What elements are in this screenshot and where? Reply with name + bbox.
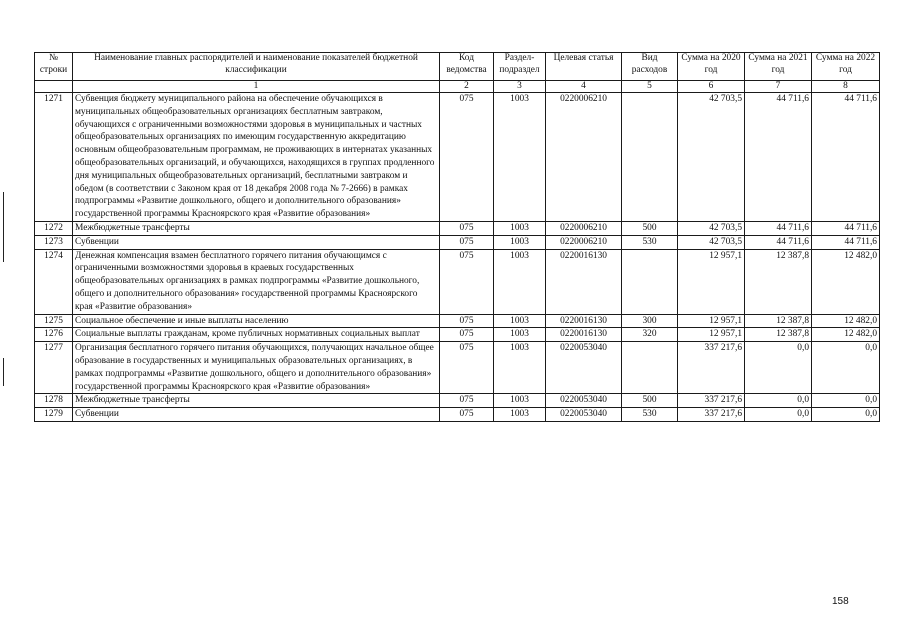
table-row <box>35 235 880 249</box>
section-code: 1003 <box>494 249 546 314</box>
sum-2020: 12 957,1 <box>678 314 745 328</box>
header-expense-type: Вид расходов <box>622 53 678 81</box>
ministry-code: 075 <box>440 235 494 249</box>
section-code: 1003 <box>494 235 546 249</box>
header-ministry-code: Код ведомства <box>440 53 494 81</box>
ministry-code: 075 <box>440 221 494 235</box>
target-item: 0220053040 <box>546 408 622 422</box>
expense-type: 530 <box>622 235 678 249</box>
section-code: 1003 <box>494 93 546 222</box>
row-name: Организация бесплатного горячего питания обучающихся, получающих начальное общее образование в государственных и муниципальных образовательных организациях, в рамках подпрограммы «Развитие дошкольного, общего и дополнительного образования» государственной программы Красноярского края «Развитие образования» <box>73 342 440 394</box>
expense-type: 500 <box>622 394 678 408</box>
section-code: 1003 <box>494 408 546 422</box>
sum-2021: 12 387,8 <box>745 314 812 328</box>
sum-2020: 12 957,1 <box>678 249 745 314</box>
row-number: 1272 <box>35 221 73 235</box>
header-sum-2022: Сумма на 2022 год <box>812 53 880 81</box>
section-code: 1003 <box>494 221 546 235</box>
expense-type <box>622 342 678 394</box>
column-number: 2 <box>440 81 494 93</box>
expense-type <box>622 249 678 314</box>
expense-type: 530 <box>622 408 678 422</box>
sum-2022: 12 482,0 <box>812 249 880 314</box>
section-code: 1003 <box>494 314 546 328</box>
sum-2020: 337 217,6 <box>678 394 745 408</box>
expense-type <box>622 93 678 222</box>
column-number: 4 <box>546 81 622 93</box>
row-number: 1271 <box>35 93 73 222</box>
sum-2021: 0,0 <box>745 408 812 422</box>
row-name: Денежная компенсация взамен бесплатного горячего питания обучающимся с ограниченными возможностями здоровья в краевых государственных общеобразовательных организациях в рамках подпрограммы «Развитие дошкольного, общего и дополнительного образования» государственной программы Красноярского края «Развитие образования» <box>73 249 440 314</box>
row-name: Социальное обеспечение и иные выплаты населению <box>73 314 440 328</box>
margin-mark <box>3 192 4 262</box>
section-code: 1003 <box>494 342 546 394</box>
ministry-code: 075 <box>440 328 494 342</box>
ministry-code: 075 <box>440 249 494 314</box>
header-sum-2021: Сумма на 2021 год <box>745 53 812 81</box>
row-number: 1273 <box>35 235 73 249</box>
sum-2020: 12 957,1 <box>678 328 745 342</box>
table-header-row <box>35 53 880 81</box>
ministry-code: 075 <box>440 93 494 222</box>
target-item: 0220006210 <box>546 221 622 235</box>
column-number: 3 <box>494 81 546 93</box>
sum-2020: 337 217,6 <box>678 408 745 422</box>
sum-2021: 0,0 <box>745 342 812 394</box>
row-number: 1276 <box>35 328 73 342</box>
sum-2021: 44 711,6 <box>745 235 812 249</box>
sum-2020: 42 703,5 <box>678 93 745 222</box>
table-row <box>35 328 880 342</box>
budget-table <box>34 52 880 422</box>
sum-2020: 42 703,5 <box>678 221 745 235</box>
row-number: 1279 <box>35 408 73 422</box>
page-number: 158 <box>832 596 849 607</box>
table-row <box>35 342 880 394</box>
sum-2022: 0,0 <box>812 408 880 422</box>
sum-2020: 42 703,5 <box>678 235 745 249</box>
row-name: Социальные выплаты гражданам, кроме публичных нормативных социальных выплат <box>73 328 440 342</box>
header-row-number: № строки <box>35 53 73 81</box>
table-row <box>35 249 880 314</box>
row-number: 1275 <box>35 314 73 328</box>
sum-2021: 0,0 <box>745 394 812 408</box>
row-number: 1274 <box>35 249 73 314</box>
sum-2022: 12 482,0 <box>812 314 880 328</box>
table-row <box>35 221 880 235</box>
expense-type: 300 <box>622 314 678 328</box>
ministry-code: 075 <box>440 408 494 422</box>
section-code: 1003 <box>494 328 546 342</box>
header-target-item: Целевая статья <box>546 53 622 81</box>
column-number: 1 <box>73 81 440 93</box>
target-item: 0220006210 <box>546 235 622 249</box>
ministry-code: 075 <box>440 314 494 328</box>
row-name: Межбюджетные трансферты <box>73 394 440 408</box>
sum-2022: 12 482,0 <box>812 328 880 342</box>
column-number: 5 <box>622 81 678 93</box>
header-name: Наименование главных распорядителей и наименование показателей бюджетной классификации <box>73 53 440 81</box>
sum-2021: 12 387,8 <box>745 249 812 314</box>
ministry-code: 075 <box>440 342 494 394</box>
expense-type: 320 <box>622 328 678 342</box>
sum-2021: 12 387,8 <box>745 328 812 342</box>
table-row <box>35 93 880 222</box>
expense-type: 500 <box>622 221 678 235</box>
target-item: 0220053040 <box>546 342 622 394</box>
section-code: 1003 <box>494 394 546 408</box>
sum-2022: 44 711,6 <box>812 235 880 249</box>
margin-mark <box>3 358 4 386</box>
column-number-row <box>35 81 880 93</box>
header-sum-2020: Сумма на 2020 год <box>678 53 745 81</box>
row-number: 1277 <box>35 342 73 394</box>
target-item: 0220016130 <box>546 328 622 342</box>
target-item: 0220053040 <box>546 394 622 408</box>
column-number: 7 <box>745 81 812 93</box>
column-number: 6 <box>678 81 745 93</box>
sum-2022: 44 711,6 <box>812 93 880 222</box>
row-number: 1278 <box>35 394 73 408</box>
table-row <box>35 394 880 408</box>
sum-2022: 0,0 <box>812 342 880 394</box>
target-item: 0220006210 <box>546 93 622 222</box>
row-name: Межбюджетные трансферты <box>73 221 440 235</box>
sum-2022: 0,0 <box>812 394 880 408</box>
table-row <box>35 408 880 422</box>
row-name: Субвенция бюджету муниципального района на обеспечение обучающихся в муниципальных общеобразовательных организациях бесплатным завтраком, обучающихся с ограниченными возможностями здоровья в муниципальных и частных общеобразовательных организациях по имеющим государственную аккредитацию основным общеобразовательным программам, не проживающих в интернатах указанных общеобразовательных организаций, и обучающихся, находящихся в группах продленного дня муниципальных общеобразовательных организаций, бесплатными завтраком и обедом (в соответствии с Законом края от 18 декабря 2008 года № 7-2666) в рамках подпрограммы «Развитие дошкольного, общего и дополнительного образования» государственной программы Красноярского края «Развитие образования» <box>73 93 440 222</box>
column-number-blank <box>35 81 73 93</box>
row-name: Субвенции <box>73 235 440 249</box>
target-item: 0220016130 <box>546 249 622 314</box>
target-item: 0220016130 <box>546 314 622 328</box>
row-name: Субвенции <box>73 408 440 422</box>
table-row <box>35 314 880 328</box>
sum-2021: 44 711,6 <box>745 93 812 222</box>
column-number: 8 <box>812 81 880 93</box>
sum-2022: 44 711,6 <box>812 221 880 235</box>
header-section: Раздел-подраздел <box>494 53 546 81</box>
sum-2021: 44 711,6 <box>745 221 812 235</box>
ministry-code: 075 <box>440 394 494 408</box>
sum-2020: 337 217,6 <box>678 342 745 394</box>
